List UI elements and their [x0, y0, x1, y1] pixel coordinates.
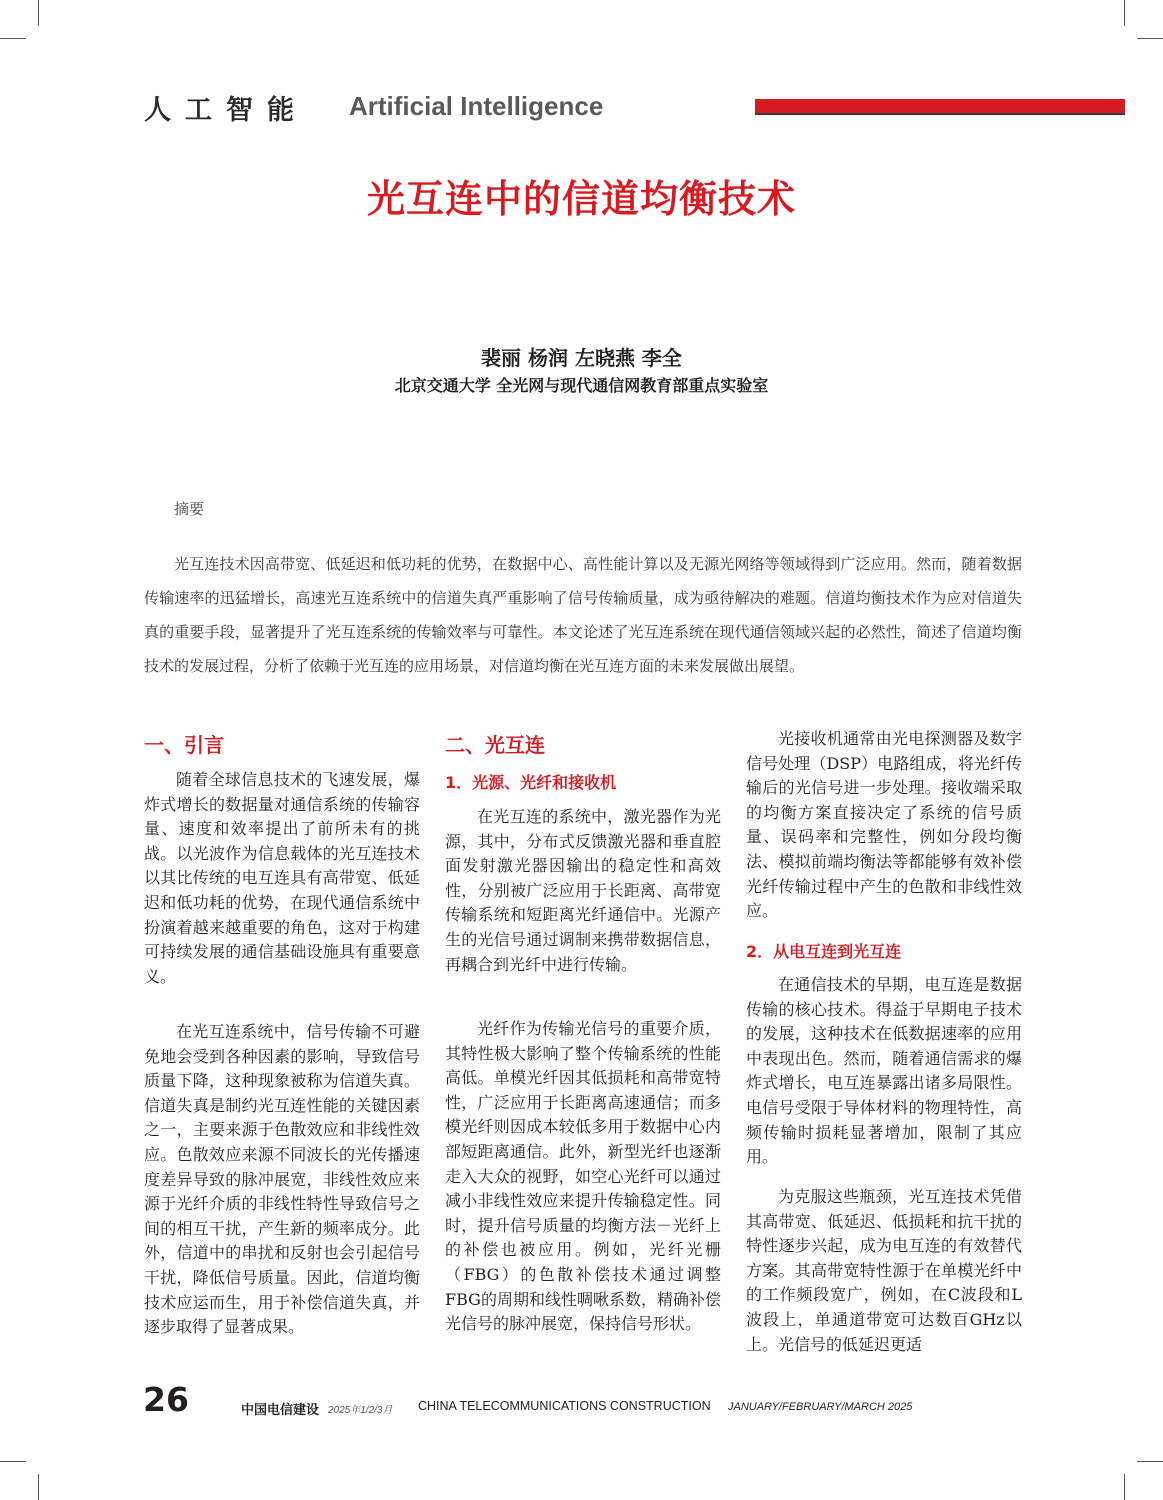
paragraph: 光接收机通常由光电探测器及数字信号处理（DSP）电路组成，将光纤传输后的光信号进一步处理。接收端采取的均衡方案直接决定了系统的信号质量、误码率和完整性，例如分段均衡法、模拟前端均衡法等都能够有效补偿光纤传输过程中产生的色散和非线性效应。: [746, 729, 1022, 921]
journal-name-cn: 中国电信建设: [241, 1402, 320, 1417]
column-1-cont: [144, 1020, 420, 1340]
article-authors: 裴丽 杨润 左晓燕 李全: [481, 346, 682, 370]
journal-name-en: CHINA TELECOMMUNICATIONS CONSTRUCTION: [418, 1399, 711, 1413]
paragraph: 在通信技术的早期，电互连是数据传输的核心技术。得益于早期电子技术的发展，这种技术在低数据速率的应用中表现出色。然而，随着通信需求的爆炸式增长，电互连暴露出诸多局限性。电信号受限于导体材料的物理特性，高频传输时损耗显著增加，限制了其应用。: [746, 975, 1022, 1167]
crop-mark: [38, 0, 39, 26]
crop-mark: [1137, 38, 1163, 39]
header-rule: [755, 113, 1125, 115]
section-label-en: Artificial Intelligence: [349, 91, 604, 121]
column-2: [445, 805, 721, 977]
article-title: 光互连中的信道均衡技术: [366, 177, 796, 221]
crop-mark: [1124, 1474, 1125, 1500]
crop-mark: [38, 1474, 39, 1500]
crop-mark: [0, 1461, 26, 1462]
paragraph: 在光互连系统中，信号传输不可避免地会受到各种因素的影响，导致信号质量下降，这种现象被称为信道失真。信道失真是制约光互连性能的关键因素之一，主要来源于色散效应和非线性效应。色散效应来源不同波长的光传播速度差异导致的脉冲展宽，非线性效应来源于光纤介质的非线性特性导致信号之间的相互干扰，产生新的频率成分。此外，信道中的串扰和反射也会引起信号干扰，降低信号质量。因此，信道均衡技术应运而生，用于补偿信道失真，并逐步取得了显著成果。: [144, 1022, 420, 1337]
column-3-cont: [746, 973, 1022, 1170]
paragraph: 在光互连的系统中，激光器作为光源，其中，分布式反馈激光器和垂直腔面发射激光器因输出的稳定性和高效性，分别被广泛应用于长距离、高带宽传输系统和短距离光纤通信中。光源产生的光信号通过调制来携带数据信息，再耦合到光纤中进行传输。: [445, 807, 721, 974]
crop-mark: [1137, 1461, 1163, 1462]
paragraph: 随着全球信息技术的飞速发展，爆炸式增长的数据量对通信系统的传输容量、速度和效率提出了前所未有的挑战。以光波作为信息载体的光互连技术以其比传统的电互连具有高带宽、低延迟和低功耗的优势，在现代通信系统中扮演着越来越重要的角色，这对于构建可持续发展的通信基础设施具有重要意义。: [144, 770, 420, 986]
column-3-cont2: [746, 1185, 1022, 1357]
article-affiliation: 北京交通大学 全光网与现代通信网教育部重点实验室: [394, 376, 769, 395]
crop-mark: [0, 38, 26, 39]
column-1: [144, 768, 420, 989]
crop-mark: [1124, 0, 1125, 26]
abstract-text: 光互连技术因高带宽、低延迟和低功耗的优势，在数据中心、高性能计算以及无源光网络等领域得到广泛应用。然而，随着数据传输速率的迅猛增长，高速光互连系统中的信道失真严重影响了信号传输质量，成为亟待解决的难题。信道均衡技术作为应对信道失真的重要手段，显著提升了光互连系统的传输效率与可靠性。本文论述了光互连系统在现代通信领域兴起的必然性，简述了信道均衡技术的发展过程，分析了依赖于光互连的应用场景，对信道均衡在光互连方面的未来发展做出展望。: [144, 555, 1022, 675]
header-accent-bar: [755, 99, 1125, 113]
paragraph: 光纤作为传输光信号的重要介质，其特性极大影响了整个传输系统的性能高低。单模光纤因其低损耗和高带宽特性，广泛应用于长距离高速通信；而多模光纤则因成本较低多用于数据中心内部短距离通信。此外，新型光纤也逐渐走入大众的视野，如空心光纤可以通过减小非线性效应来提升传输稳定性。同时，提升信号质量的均衡方法－光纤上的补偿也被应用。例如，光纤光栅（FBG）的色散补偿技术通过调整FBG的周期和线性啁啾系数，精确补偿光信号的脉冲展宽，保持信号形状。: [445, 1019, 721, 1334]
abstract-heading: 摘要: [174, 500, 205, 518]
issue-date-en: JANUARY/FEBRUARY/MARCH 2025: [728, 1401, 913, 1413]
column-3: [746, 727, 1022, 924]
issue-date-cn: 2025年1/2/3月: [328, 1405, 393, 1416]
section-heading-optical: 二、光互连: [445, 733, 545, 757]
section-label-cn: 人工智能: [144, 95, 308, 126]
section-heading-intro: 一、引言: [144, 733, 224, 757]
paragraph: 为克服这些瓶颈，光互连技术凭借其高带宽、低延迟、低损耗和抗干扰的特性逐步兴起，成为电互连的有效替代方案。其高带宽特性源于在单模光纤中的工作频段宽广，例如，在C波段和L波段上，单通道带宽可达数百GHz以上。光信号的低延迟更适: [746, 1187, 1022, 1354]
column-2-cont: [445, 1017, 721, 1337]
subsection-heading: 2．从电互连到光互连: [746, 942, 902, 961]
page-number: 26: [143, 1380, 189, 1419]
subsection-heading: 1．光源、光纤和接收机: [445, 773, 617, 792]
